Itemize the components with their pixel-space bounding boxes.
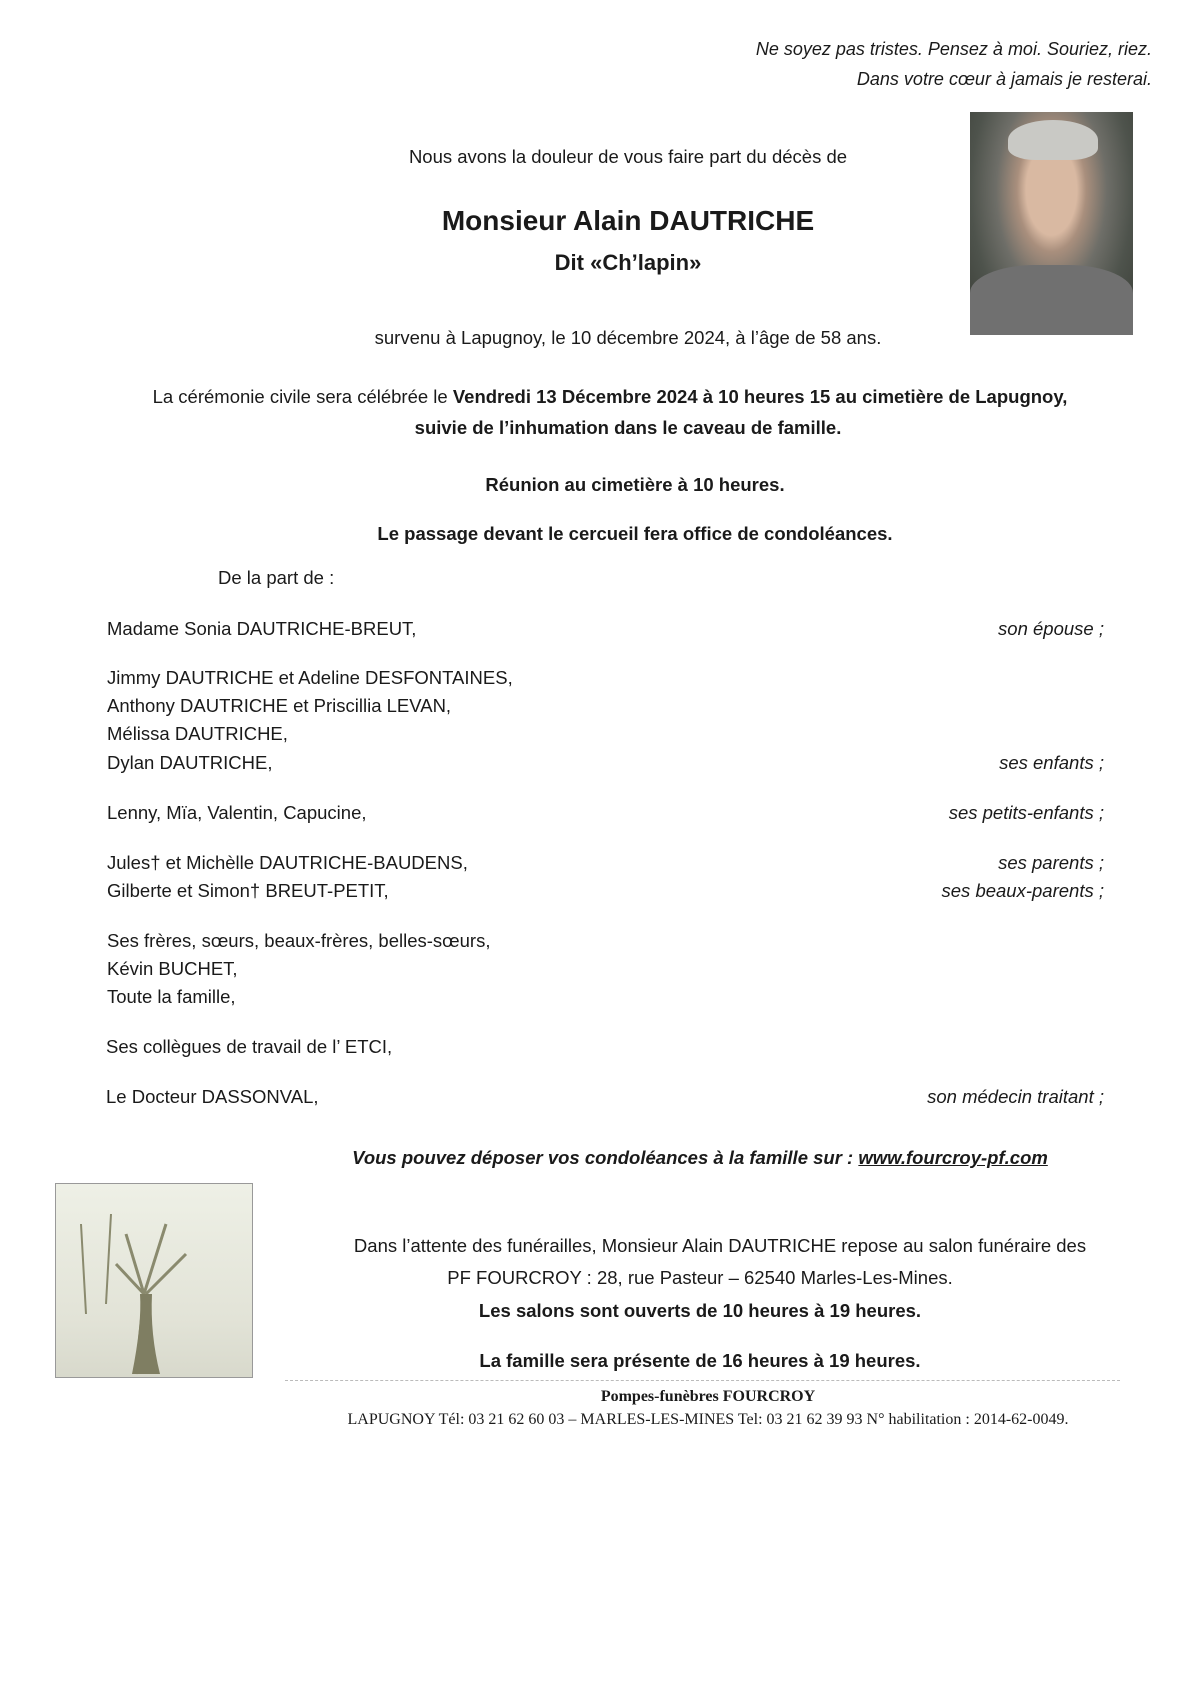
salon-hours: Les salons sont ouverts de 10 heures à 19 heures. — [478, 1300, 922, 1321]
family-relation: ses parents ; — [998, 852, 1104, 873]
divider — [285, 1380, 1120, 1381]
family-relation: ses beaux-parents ; — [941, 880, 1104, 901]
family-line: Dylan DAUTRICHE, — [107, 752, 273, 773]
family-line: Madame Sonia DAUTRICHE-BREUT, — [107, 618, 417, 639]
family-relation: son épouse ; — [998, 618, 1104, 639]
family-line: Jules† et Michèlle DAUTRICHE-BAUDENS, — [107, 852, 468, 873]
quote-line-2: Dans votre cœur à jamais je resterai. — [856, 69, 1152, 89]
family-line: Mélissa DAUTRICHE, — [107, 723, 288, 744]
ceremony-line-2: suivie de l’inhumation dans le caveau de famille. — [414, 417, 842, 438]
footer-contact: LAPUGNOY Tél: 03 21 62 60 03 – MARLES-LES-MINES Tel: 03 21 62 39 93 N° habilitation : 2014-62-0049. — [347, 1411, 1069, 1428]
deceased-name: Monsieur Alain DAUTRICHE — [441, 205, 815, 236]
family-line: Anthony DAUTRICHE et Priscillia LEVAN, — [107, 695, 452, 716]
family-line: Ses collègues de travail de l’ ETCI, — [106, 1036, 393, 1057]
rest-line-1: Dans l’attente des funérailles, Monsieur Alain DAUTRICHE repose au salon funéraire des — [353, 1235, 1087, 1256]
nickname: Dit «Ch’lapin» — [554, 250, 702, 275]
condolences-note: Le passage devant le cercueil fera office de condoléances. — [377, 523, 893, 544]
death-info: survenu à Lapugnoy, le 10 décembre 2024, à l’âge de 58 ans. — [374, 327, 882, 348]
from-label: De la part de : — [218, 567, 335, 588]
website-text: Vous pouvez déposer vos condoléances à la famille sur : — [352, 1147, 859, 1168]
family-line: Ses frères, sœurs, beaux-frères, belles-sœurs, — [107, 930, 491, 951]
ceremony-line-1 — [153, 388, 1068, 407]
family-line: Gilberte et Simon† BREUT-PETIT, — [107, 880, 389, 901]
family-line: Toute la famille, — [107, 986, 236, 1007]
family-present: La famille sera présente de 16 heures à 19 heures. — [479, 1350, 921, 1371]
family-line: Jimmy DAUTRICHE et Adeline DESFONTAINES, — [107, 667, 513, 688]
website-line — [352, 1149, 1048, 1168]
website-link[interactable]: www.fourcroy-pf.com — [858, 1147, 1048, 1168]
footer-company: Pompes-funèbres FOURCROY — [600, 1388, 816, 1405]
family-line: Le Docteur DASSONVAL, — [106, 1086, 319, 1107]
family-line: Lenny, Mïa, Valentin, Capucine, — [107, 802, 367, 823]
quote-line-1: Ne soyez pas tristes. Pensez à moi. Souriez, riez. — [755, 39, 1152, 59]
meeting-info: Réunion au cimetière à 10 heures. — [485, 474, 785, 495]
portrait-photo — [970, 112, 1133, 335]
family-relation: son médecin traitant ; — [927, 1086, 1104, 1107]
rest-line-2: PF FOURCROY : 28, rue Pasteur – 62540 Marles-Les-Mines. — [447, 1267, 953, 1288]
family-line: Kévin BUCHET, — [107, 958, 238, 979]
ceremony-prefix: La cérémonie civile sera célébrée le — [152, 386, 453, 407]
intro-text: Nous avons la douleur de vous faire part du décès de — [408, 146, 848, 167]
family-relation: ses enfants ; — [999, 752, 1104, 773]
family-relation: ses petits-enfants ; — [948, 802, 1104, 823]
ceremony-date: Vendredi 13 Décembre 2024 à 10 heures 15 au cimetière de Lapugnoy, — [452, 386, 1068, 407]
tree-image — [55, 1183, 253, 1378]
